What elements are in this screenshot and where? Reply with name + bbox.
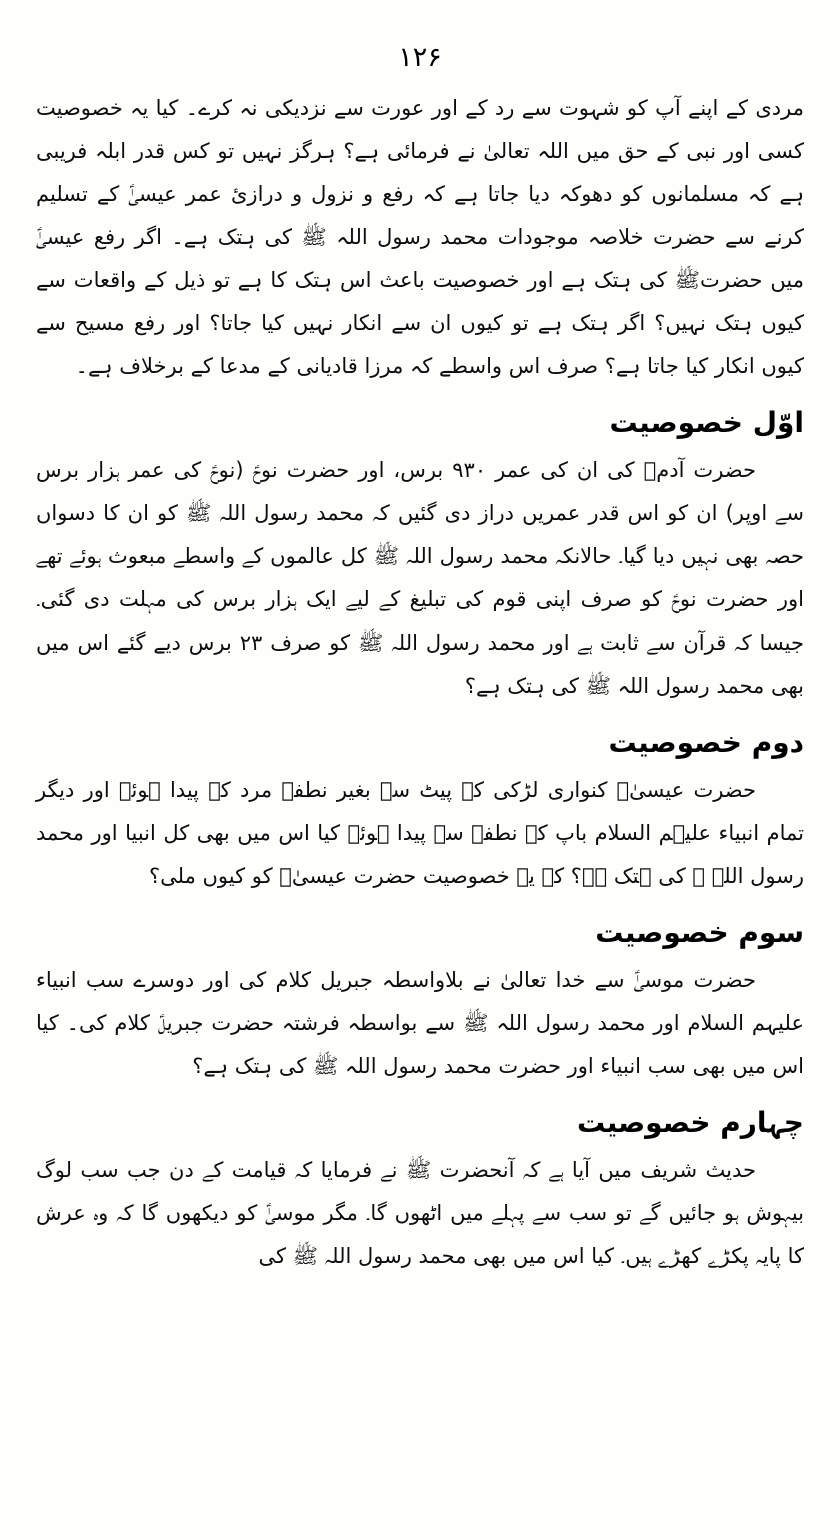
section-4-heading: چہارم خصوصیت xyxy=(577,1105,804,1139)
section-3-heading: سوم خصوصیت xyxy=(595,915,804,949)
intro-paragraph: مردی کے اپنے آپ کو شہوت سے رد کے اور عورت سے نزدیکی نہ کرے۔ کیا یہ خصوصیت کسی اور نبی کے حق میں اللہ تعالیٰ نے فرمائی ہے؟ ہرگز نہیں تو کس قدر ابلہ فریبی ہے کہ مسلمانوں کو دھوکہ دیا جاتا ہے کہ رفع و نزول و درازیٔ عمر عیسیٰؑ کے تسلیم کرنے سے حضرت خلاصہ موجودات محمد رسول اللہ ﷺ کی ہتک ہے۔ اگر رفع عیسیٰؑ میں حضرتﷺ کی ہتک ہے اور خصوصیت باعث اس ہتک کا ہے تو ذیل کے واقعات سے کیوں ہتک نہیں؟ اگر ہتک ہے تو کیوں ان سے انکار نہیں کیا جاتا؟ اور رفع مسیح سے کیوں انکار کیا جاتا ہے؟ صرف اس واسطے کہ مرزا قادیانی کے مدعا کے برخلاف ہے۔ xyxy=(36,96,804,379)
section-2-heading: دوم خصوصیت xyxy=(608,725,804,759)
section-4-body: حدیث شریف میں آیا ہے کہ آنحضرت ﷺ نے فرمایا کہ قیامت کے دن جب سب لوگ بیہوش ہو جائیں گے تو سب سے پہلے میں اٹھوں گا۔ مگر موسیٰؑ کو دیکھوں گا کہ وہ عرش کا پایہ پکڑے کھڑے ہیں۔ کیا اس میں بھی محمد رسول اللہ ﷺ کی xyxy=(36,1157,804,1268)
section-1-body: حضرت آدمؑ کی ان کی عمر ۹۳۰ برس، اور حضرت نوحؑ (نوحؑ کی عمر ہزار برس سے اوپر) ان کو اس قدر عمریں دراز دی گئیں کہ محمد رسول اللہ ﷺ کو ان کا دسواں حصہ بھی نہیں دیا گیا۔ حالانکہ محمد رسول اللہ ﷺ کل عالموں کے واسطے مبعوث ہوئے تھے اور حضرت نوحؑ کو صرف اپنی قوم کی تبلیغ کے لیے ایک ہزار برس کی مہلت دی گئی۔ جیسا کہ قرآن سے ثابت ہے اور محمد رسول اللہ ﷺ کو صرف ۲۳ برس دیے گئے اس میں بھی محمد رسول اللہ ﷺ کی ہتک ہے؟ xyxy=(36,458,804,698)
section-3-body: حضرت موسیٰؑ سے خدا تعالیٰ نے بلاواسطہ جبریل کلام کی اور دوسرے سب انبیاء علیہم السلام اور محمد رسول اللہ ﷺ سے بواسطہ فرشتہ حضرت جبریلؑ کلام کی۔ کیا اس میں بھی سب انبیاء اور حضرت محمد رسول اللہ ﷺ کی ہتک ہے؟ xyxy=(36,967,804,1078)
section-1-heading: اوّل خصوصیت xyxy=(609,406,804,440)
page-number: ۱۲۶ xyxy=(398,42,442,73)
section-2-body: حضرت عیسیٰؑ کنواری لڑکی کے پیٹ سے بغیر نطفہ مرد کے پیدا ہوئے اور دیگر تمام انبیاء علیہم السلام باپ کے نطفہ سے پیدا ہوئے کیا اس میں بھی کل انبیا اور محمد رسول اللہ ﷺ کی ہتک ہے؟ کہ یہ خصوصیت حضرت عیسیٰؑ کو کیوں ملی؟ xyxy=(36,777,804,888)
